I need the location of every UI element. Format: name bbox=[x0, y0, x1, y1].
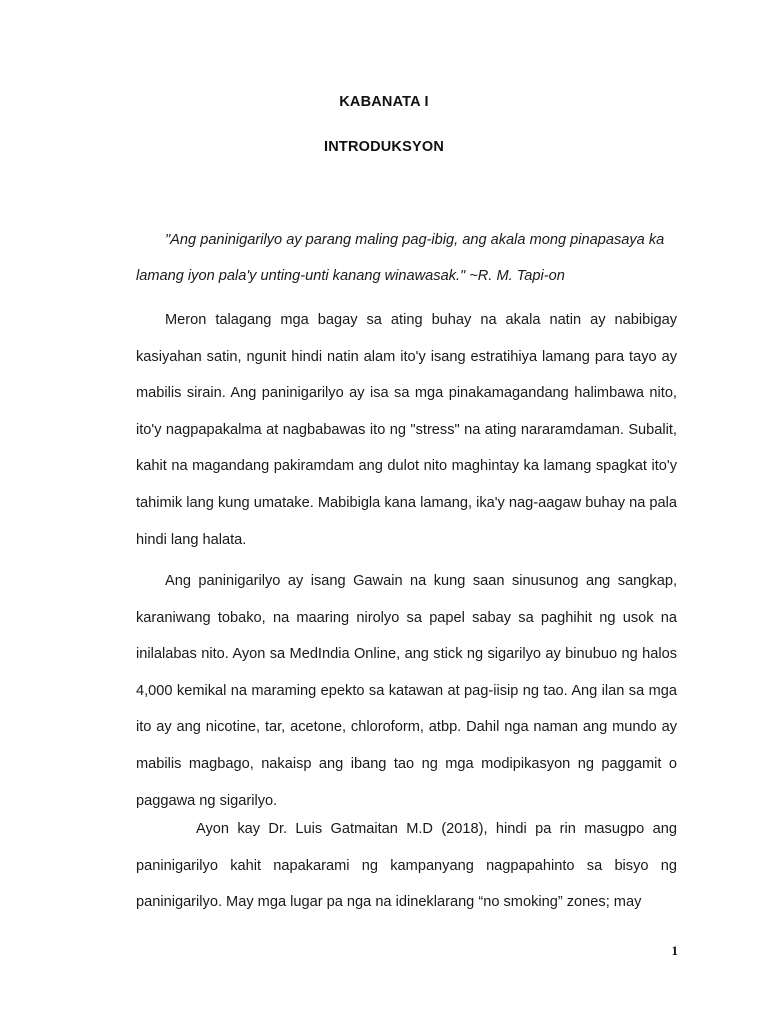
quote-text: "Ang paninigarilyo ay parang maling pag-ibig, ang akala mong pinapasaya ka lamang iyon pala'y unting-unti kanang winawasak." ~R. M. Tapi-on bbox=[136, 232, 665, 284]
paragraph-1: Meron talagang mga bagay sa ating buhay na akala natin ay nabibigay kasiyahan satin, ngunit hindi natin alam ito'y isang estratihiya lamang para tayo ay mabilis sirain. Ang paninigarilyo ay isa sa mga pinakamagandang halimbawa nito, ito'y nagpapakalma at nagbabawas ito ng "stress" na ating nararamdaman. Subalit, kahit na magandang pakiramdam ang dulot nito maghintay ka lamang spagkat ito'y tahimik lang kung umatake. Mabibigla kana lamang, ika'y nag-aagaw buhay na pala hindi lang halata. bbox=[136, 312, 677, 548]
paragraph-2: Ang paninigarilyo ay isang Gawain na kung saan sinusunog ang sangkap, karaniwang tobako, na maaring nirolyo sa papel sabay sa paghihit ng usok na inilalabas nito. Ayon sa MedIndia Online, ang stick ng sigarilyo ay binubuo ng halos 4,000 kemikal na maraming epekto sa katawan at pag-iisip ng tao. Ang ilan sa mga ito ay ang nicotine, tar, acetone, chloroform, atbp. Dahil nga naman ang mundo ay mabilis magbago, nakaisp ang ibang tao ng mga modipikasyon ng paggamit o paggawa ng sigarilyo. bbox=[136, 573, 677, 809]
chapter-heading: KABANATA I bbox=[339, 94, 429, 110]
paragraph-3: Ayon kay Dr. Luis Gatmaitan M.D (2018), hindi pa rin masugpo ang paninigarilyo kahit napakarami ng kampanyang nagpapahinto sa bisyo ng paninigarilyo. May mga lugar pa nga na idineklarang “no smoking” zones; may bbox=[136, 821, 677, 911]
epigraph-quote bbox=[136, 222, 677, 294]
page-number: 1 bbox=[671, 943, 678, 958]
section-title: INTRODUKSYON bbox=[323, 139, 444, 155]
